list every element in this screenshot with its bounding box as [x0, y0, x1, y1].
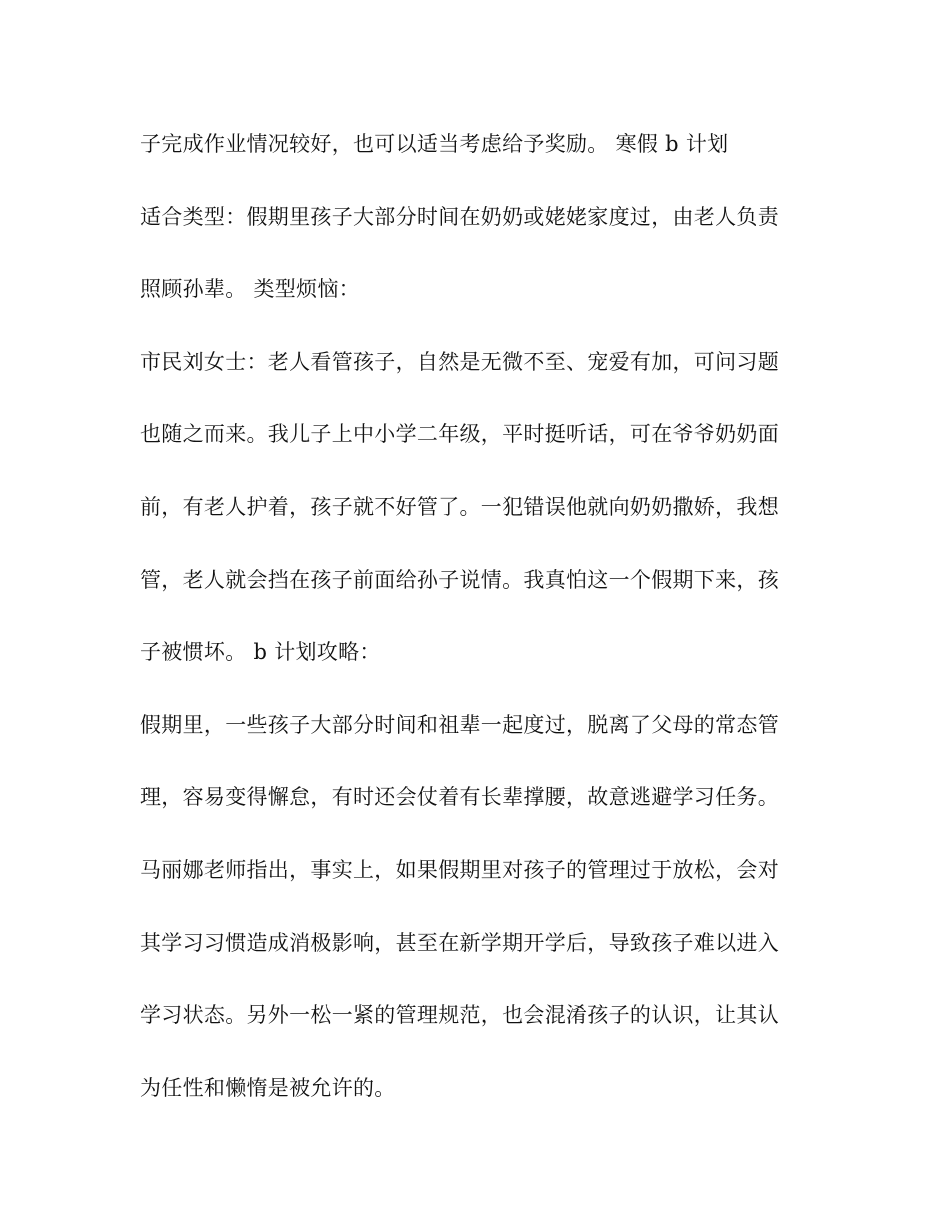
text-line: 子被惯坏。 b 计划攻略：	[140, 640, 381, 665]
text-line: 理，容易变得懈怠，有时还会仗着有长辈撑腰，故意逃避学习任务。	[140, 785, 779, 810]
text-line: 假期里，一些孩子大部分时间和祖辈一起度过，脱离了父母的常态管	[140, 712, 779, 737]
text-line: 也随之而来。我儿子上中小学二年级，平时挺听话，可在爷爷奶奶面	[140, 422, 779, 447]
text-line: 适合类型：假期里孩子大部分时间在奶奶或姥姥家度过，由老人负责	[140, 204, 779, 229]
text-line: 子完成作业情况较好，也可以适当考虑给予奖励。 寒假 b 计划	[140, 132, 729, 156]
text-line: 为任性和懒惰是被允许的。	[140, 1075, 396, 1100]
text-line: 前，有老人护着，孩子就不好管了。一犯错误他就向奶奶撒娇，我想	[140, 494, 779, 519]
text-line: 市民刘女士：老人看管孩子，自然是无微不至、宠爱有加，可问习题	[140, 349, 779, 374]
text-line: 学习状态。另外一松一紧的管理规范，也会混淆孩子的认识，让其认	[140, 1003, 779, 1028]
text-line: 其学习习惯造成消极影响，甚至在新学期开学后，导致孩子难以进入	[140, 930, 779, 955]
text-line: 管，老人就会挡在孩子前面给孙子说情。我真怕这一个假期下来，孩	[140, 567, 779, 592]
body-text	[140, 121, 800, 1137]
text-line: 马丽娜老师指出，事实上，如果假期里对孩子的管理过于放松，会对	[140, 857, 779, 882]
text-line: 照顾孙辈。 类型烦恼：	[140, 277, 360, 302]
